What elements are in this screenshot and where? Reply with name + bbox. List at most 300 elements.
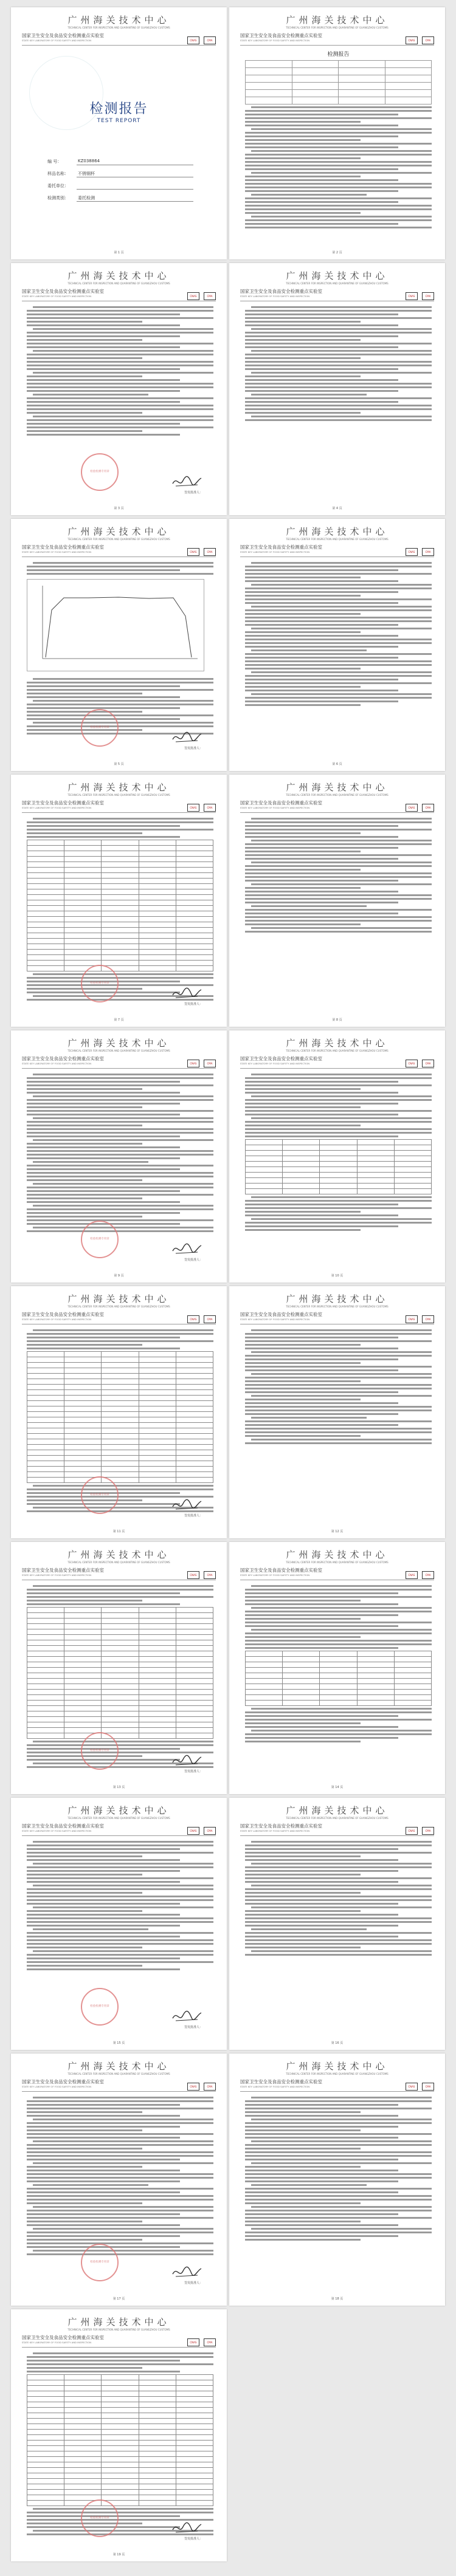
text-line <box>245 620 432 622</box>
text-line <box>27 1925 180 1927</box>
cma-logo: CMA <box>422 2083 434 2091</box>
text-line <box>245 580 398 582</box>
report-page <box>11 2309 227 2561</box>
lab-name-cn: 国家卫生安全及食品安全检测重点实验室 <box>240 1567 322 1573</box>
table-row <box>27 2402 213 2408</box>
cma-logo: CMA <box>422 1315 434 1323</box>
cover-field <box>47 193 193 205</box>
text-line <box>27 2371 180 2372</box>
text-line <box>27 714 213 716</box>
report-header <box>22 1804 216 1836</box>
table-row <box>27 1695 213 1701</box>
text-line <box>33 722 213 724</box>
text-line <box>245 2177 432 2179</box>
text-line <box>245 354 432 355</box>
table-row <box>27 1629 213 1635</box>
text-line <box>245 1132 432 1134</box>
text-line <box>251 394 367 396</box>
text-line <box>27 1179 142 1181</box>
accreditation-logos <box>404 288 434 300</box>
table-row <box>27 1352 213 1357</box>
text-line <box>33 2119 213 2120</box>
table-row <box>27 2501 213 2506</box>
page-body <box>245 1583 432 1782</box>
page-number: 第 19 页 <box>112 2553 125 2557</box>
table-row <box>27 868 213 873</box>
cnas-logo: CNAS <box>187 2083 199 2091</box>
text-line <box>245 2166 361 2168</box>
text-line <box>27 1154 213 1156</box>
text-line <box>27 2108 213 2109</box>
cover-field-key: 检测类别： <box>47 196 69 200</box>
text-line <box>27 2144 213 2146</box>
text-line <box>245 2170 398 2171</box>
text-line <box>245 880 398 882</box>
page-number: 第 10 页 <box>331 1274 344 1278</box>
text-line <box>245 832 361 834</box>
text-line <box>245 2148 361 2150</box>
text-line <box>245 1424 398 1426</box>
table-row <box>27 884 213 889</box>
text-line <box>27 1914 180 1916</box>
lab-name-cn: 国家卫生安全及食品安全检测重点实验室 <box>240 1056 322 1061</box>
text-line <box>33 973 213 975</box>
text-line <box>245 1402 398 1404</box>
text-line <box>245 2188 432 2190</box>
table-row <box>27 917 213 922</box>
org-name-cn: 广州海关技术中心 <box>286 1038 389 1049</box>
text-line <box>245 1428 432 1430</box>
cnas-logo: CNAS <box>406 548 418 556</box>
signature-label: 签发批准人： <box>184 1002 202 1006</box>
accreditation-logos <box>186 1823 216 1835</box>
text-line <box>251 562 432 564</box>
text-line <box>27 1848 180 1850</box>
text-line <box>27 1344 142 1346</box>
text-line <box>27 426 213 428</box>
cma-logo: CMA <box>204 548 216 556</box>
text-line <box>27 2217 213 2219</box>
text-line <box>27 1197 142 1199</box>
signature-label: 签发批准人： <box>184 2026 202 2029</box>
text-line <box>245 154 432 156</box>
text-line <box>245 1870 398 1872</box>
text-line <box>245 704 361 706</box>
table-row <box>27 1401 213 1406</box>
table-row <box>27 2451 213 2457</box>
table-row <box>27 1445 213 1450</box>
text-line <box>245 1715 398 1717</box>
text-line <box>251 1395 432 1397</box>
cnas-logo: CNAS <box>406 1315 418 1323</box>
text-line <box>245 2221 361 2222</box>
text-line <box>27 2360 180 2362</box>
report-page <box>229 1286 445 1538</box>
accreditation-logos <box>186 1311 216 1323</box>
text-line <box>27 1870 180 1872</box>
table-row <box>27 2408 213 2413</box>
text-line <box>27 1340 213 1342</box>
text-line <box>27 2100 213 2102</box>
cover-field-key: 委托单位： <box>47 183 69 188</box>
lab-name-en: STATE KEY LABORATORY OF FOOD SAFETY AND INSPECTION <box>22 806 92 809</box>
text-line <box>33 1928 148 1930</box>
table-row <box>27 2375 213 2380</box>
text-line <box>245 1719 432 1721</box>
text-line <box>245 1077 432 1079</box>
text-line <box>245 1103 398 1105</box>
text-line <box>245 205 432 207</box>
text-line <box>251 1373 432 1375</box>
text-line <box>251 2162 432 2164</box>
accreditation-logos <box>404 32 434 44</box>
table-row <box>27 1684 213 1690</box>
org-name-en: TECHNICAL CENTER FOR INSPECTION AND QUARANTINE OF GUANGZHOU CUSTOMS <box>286 1817 389 1820</box>
text-line <box>245 1722 361 1724</box>
text-line <box>33 562 213 564</box>
text-line <box>27 2148 142 2150</box>
lab-name-en: STATE KEY LABORATORY OF FOOD SAFETY AND INSPECTION <box>240 550 310 553</box>
text-line <box>27 1132 213 1134</box>
text-line <box>245 419 432 421</box>
text-line <box>245 408 432 410</box>
text-line <box>245 591 398 593</box>
table-row <box>27 879 213 884</box>
text-line <box>27 368 180 370</box>
text-line <box>27 1146 180 1148</box>
text-line <box>245 913 398 914</box>
inspection-stamp: 检验检测专用章 <box>81 965 119 1002</box>
table-row <box>27 911 213 917</box>
text-line <box>33 2206 213 2208</box>
result-table <box>27 840 213 971</box>
lab-name-cn: 国家卫生安全及食品安全检测重点实验室 <box>240 289 322 294</box>
signature-label: 签发批准人： <box>184 747 202 750</box>
text-line <box>245 1866 432 1868</box>
text-line <box>245 679 398 680</box>
text-line <box>27 1488 213 1490</box>
text-line <box>245 1936 398 1937</box>
text-line <box>27 361 213 363</box>
cnas-logo: CNAS <box>187 2338 199 2346</box>
org-name-cn: 广州海关技术中心 <box>286 2061 389 2072</box>
text-line <box>27 405 213 406</box>
cma-logo: CMA <box>422 292 434 300</box>
signature-block <box>171 986 202 1006</box>
text-line <box>245 909 432 911</box>
report-page <box>229 775 445 1027</box>
text-line <box>251 818 432 820</box>
text-line <box>33 2250 213 2252</box>
signature-block <box>171 2009 202 2029</box>
cover-field-value: 不锈钢杯 <box>78 171 95 176</box>
inspection-stamp: 检验检测专用章 <box>81 1476 119 1514</box>
text-line <box>245 1384 432 1386</box>
table-row <box>246 1651 432 1657</box>
text-line <box>27 2367 142 2369</box>
text-line <box>245 1200 432 1202</box>
cma-logo: CMA <box>204 2338 216 2346</box>
text-line <box>27 375 142 377</box>
text-line <box>27 401 180 403</box>
lab-name-cn: 国家卫生安全及食品安全检测重点实验室 <box>22 289 104 294</box>
org-name-cn: 广州海关技术中心 <box>67 2317 170 2328</box>
text-line <box>245 176 361 177</box>
text-line <box>27 1899 213 1901</box>
lab-name-cn: 国家卫生安全及食品安全检测重点实验室 <box>22 2335 104 2340</box>
text-line <box>27 1592 180 1594</box>
lab-name-en: STATE KEY LABORATORY OF FOOD SAFETY AND INSPECTION <box>22 2085 92 2088</box>
text-line <box>27 2159 180 2160</box>
report-header <box>240 781 434 813</box>
org-name-cn: 广州海关技术中心 <box>67 1805 170 1816</box>
text-line <box>245 1888 432 1890</box>
text-line <box>245 146 398 148</box>
text-line <box>251 106 432 108</box>
text-line <box>245 660 432 662</box>
table-row <box>246 1173 432 1178</box>
text-line <box>33 1329 213 1331</box>
table-row <box>27 1711 213 1717</box>
table-row <box>27 2462 213 2468</box>
text-line <box>245 383 432 385</box>
cma-logo: CMA <box>422 804 434 812</box>
text-line <box>245 631 361 633</box>
cnas-logo: CNAS <box>406 804 418 812</box>
text-line <box>245 390 398 392</box>
text-line <box>27 977 213 979</box>
text-line <box>245 1204 398 1205</box>
report-page <box>11 1798 227 2050</box>
lab-name-cn: 国家卫生安全及食品安全检测重点实验室 <box>240 1312 322 1317</box>
text-line <box>33 306 213 308</box>
report-header <box>22 1292 216 1324</box>
text-line <box>27 2191 180 2193</box>
text-line <box>245 208 432 210</box>
text-line <box>251 1074 432 1075</box>
text-line <box>245 1881 398 1883</box>
org-name-en: TECHNICAL CENTER FOR INSPECTION AND QUARANTINE OF GUANGZHOU CUSTOMS <box>67 1561 170 1564</box>
table-row <box>246 1189 432 1194</box>
org-name-cn: 广州海关技术中心 <box>67 2061 170 2072</box>
page-body <box>27 1583 213 1782</box>
text-line <box>245 825 398 827</box>
text-line <box>245 1925 398 1927</box>
org-name-en: TECHNICAL CENTER FOR INSPECTION AND QUARANTINE OF GUANGZHOU CUSTOMS <box>286 1305 389 1308</box>
signature-label: 签发批准人： <box>184 1770 202 1773</box>
table-row <box>246 75 432 83</box>
text-line <box>27 430 142 432</box>
text-line <box>245 346 398 348</box>
table-row <box>27 1706 213 1711</box>
text-line <box>27 1855 142 1857</box>
table-row <box>27 2413 213 2419</box>
table-row <box>27 955 213 961</box>
result-table <box>27 2374 213 2506</box>
text-line <box>251 1906 432 1908</box>
cnas-logo: CNAS <box>187 36 199 44</box>
text-line <box>251 606 432 608</box>
text-line <box>245 1874 361 1875</box>
text-line <box>27 2199 213 2201</box>
lab-name-cn: 国家卫生安全及食品安全检测重点实验室 <box>240 1823 322 1829</box>
sample-info-table <box>245 60 432 104</box>
text-line <box>245 1592 398 1594</box>
text-line <box>245 624 398 626</box>
table-row <box>27 966 213 971</box>
text-line <box>245 1406 432 1408</box>
text-line <box>245 212 361 214</box>
text-line <box>245 1848 398 1850</box>
text-line <box>251 1885 432 1886</box>
text-line <box>245 577 361 578</box>
report-page <box>11 1542 227 1794</box>
text-line <box>27 2253 213 2255</box>
org-name-cn: 广州海关技术中心 <box>67 526 170 537</box>
text-line <box>27 335 180 337</box>
text-line <box>245 2137 398 2139</box>
report-header <box>22 2315 216 2348</box>
table-row <box>27 1646 213 1651</box>
text-line <box>245 2108 432 2109</box>
text-line <box>27 1216 142 1218</box>
org-name-cn: 广州海关技术中心 <box>286 1805 389 1816</box>
accreditation-logos <box>186 2334 216 2346</box>
page-number: 第 1 页 <box>114 251 124 255</box>
text-line <box>245 602 398 604</box>
text-line <box>251 1585 432 1587</box>
lab-name-en: STATE KEY LABORATORY OF FOOD SAFETY AND INSPECTION <box>240 39 310 42</box>
org-name-en: TECHNICAL CENTER FOR INSPECTION AND QUARANTINE OF GUANGZHOU CUSTOMS <box>67 793 170 796</box>
report-page <box>11 1286 227 1538</box>
page-body <box>27 2095 213 2293</box>
text-line <box>245 876 432 878</box>
report-header <box>22 2060 216 2092</box>
text-line <box>27 2122 213 2124</box>
text-line <box>245 872 432 874</box>
text-line <box>245 1081 398 1083</box>
text-line <box>245 2224 398 2226</box>
text-line <box>245 310 432 312</box>
text-line <box>33 1139 213 1141</box>
text-line <box>251 1218 432 1220</box>
text-line <box>245 642 432 644</box>
text-line <box>245 2159 398 2160</box>
text-line <box>27 1881 180 1883</box>
table-row <box>246 1690 432 1695</box>
table-row <box>246 1184 432 1189</box>
text-line <box>245 2111 361 2113</box>
table-row <box>27 2380 213 2386</box>
page-body <box>27 816 213 1015</box>
text-line <box>27 1932 213 1934</box>
text-line <box>27 2126 180 2128</box>
text-line <box>245 135 398 137</box>
text-line <box>27 1859 180 1861</box>
text-line <box>33 818 213 820</box>
text-line <box>245 2239 361 2241</box>
text-line <box>27 412 142 414</box>
text-line <box>245 657 398 659</box>
text-line <box>27 1176 213 1177</box>
table-row <box>246 1701 432 1706</box>
table-row <box>27 1478 213 1483</box>
report-header <box>22 1548 216 1580</box>
text-line <box>33 678 213 680</box>
text-line <box>245 1741 361 1742</box>
text-line <box>245 1636 361 1638</box>
table-row <box>27 2391 213 2397</box>
page-number: 第 12 页 <box>331 1530 344 1533</box>
table-row <box>27 1701 213 1706</box>
lab-name-en: STATE KEY LABORATORY OF FOOD SAFETY AND INSPECTION <box>22 295 92 298</box>
text-line <box>245 902 398 903</box>
signature-block <box>171 1242 202 1262</box>
text-line <box>27 1943 213 1945</box>
org-name-en: TECHNICAL CENTER FOR INSPECTION AND QUARANTINE OF GUANGZHOU CUSTOMS <box>67 282 170 285</box>
text-line <box>245 1618 361 1620</box>
text-line <box>245 2104 398 2106</box>
table-row <box>27 1461 213 1467</box>
text-line <box>27 2221 142 2222</box>
text-line <box>27 573 213 575</box>
signature-icon <box>171 1242 202 1255</box>
lab-name-cn: 国家卫生安全及食品安全检测重点实验室 <box>22 1312 104 1317</box>
text-line <box>27 682 213 683</box>
text-line <box>251 372 432 374</box>
text-line <box>245 1896 432 1897</box>
text-line <box>245 143 432 145</box>
org-name-en: TECHNICAL CENTER FOR INSPECTION AND QUARANTINE OF GUANGZHOU CUSTOMS <box>67 1305 170 1308</box>
lab-name-en: STATE KEY LABORATORY OF FOOD SAFETY AND INSPECTION <box>240 1062 310 1065</box>
report-header <box>22 13 216 46</box>
text-line <box>245 1207 432 1209</box>
table-row <box>27 1357 213 1363</box>
text-line <box>27 1194 213 1196</box>
org-name-en: TECHNICAL CENTER FOR INSPECTION AND QUARANTINE OF GUANGZHOU CUSTOMS <box>286 2072 389 2075</box>
text-line <box>245 1136 398 1137</box>
text-line <box>245 219 432 221</box>
table-row <box>27 1450 213 1456</box>
table-row <box>27 2419 213 2424</box>
text-line <box>245 1914 398 1916</box>
text-line <box>245 1647 398 1649</box>
text-line <box>33 1585 213 1587</box>
text-line <box>245 1737 398 1739</box>
text-line <box>27 1077 213 1079</box>
text-line <box>245 1106 361 1108</box>
text-line <box>27 357 142 359</box>
text-line <box>33 700 213 702</box>
table-row <box>27 2397 213 2402</box>
org-name-en: TECHNICAL CENTER FOR INSPECTION AND QUARANTINE OF GUANGZHOU CUSTOMS <box>67 1817 170 1820</box>
text-line <box>245 1711 432 1713</box>
text-line <box>27 390 180 392</box>
text-line <box>27 423 180 425</box>
report-header <box>240 1292 434 1324</box>
text-line <box>27 2202 142 2204</box>
table-row <box>27 1363 213 1368</box>
inspection-stamp: 检验检测专用章 <box>81 1221 119 1258</box>
text-line <box>27 2155 213 2157</box>
page-number: 第 9 页 <box>114 1274 124 1278</box>
report-page <box>229 7 445 259</box>
table-row <box>246 1151 432 1156</box>
text-line <box>27 324 180 326</box>
text-line <box>33 2097 213 2098</box>
text-line <box>245 1369 398 1371</box>
text-line <box>245 1092 398 1094</box>
